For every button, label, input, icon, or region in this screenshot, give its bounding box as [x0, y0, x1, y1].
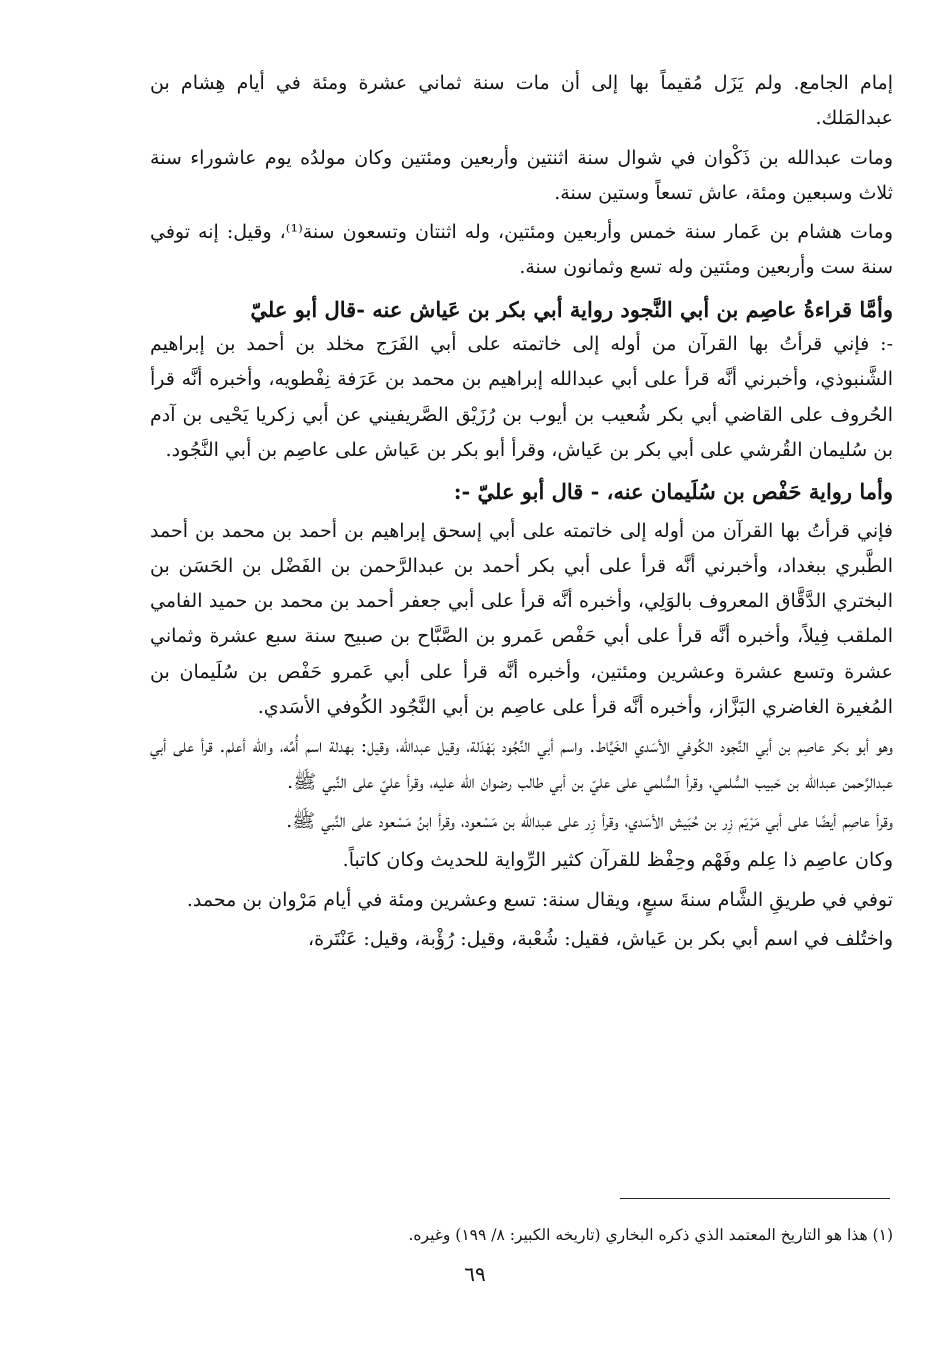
- paragraph-7: وقرأ عاصِم أيضًا على أبي مَرْيَم زِر بن حُبَيش الأسَدي، وقرأ زِر على عبدالله بن مَسْعود، وقرأ ابنُ مَسْعود على النَّبي ﷺ.: [286, 809, 893, 832]
- paragraph-5: فإني قرأتُ بها القرآن من أوله إلى خاتمته على أبي إسحق إبراهيم بن أحمد بن محمد بن أحمد الطَّبري ببغداد، وأخبرني أنَّه قرأ على أبي بكر أحمد بن عبدالرَّحمن بن الفَضْل بن الحَسَن بن البختري الدَّقَّاق المعروف بالوَلِي، وأخبره أنَّه قرأ على أبي جعفر أحمد بن محمد بن حميد الفامي الملقب فِيلاً، وأخبره أنَّه قرأ على أبي حَفْص عَمرو بن الصَّبَّاح بن صبيح سنة سبع عشرة وثماني عشرة وتسع عشرة وعشرين ومئتين، وأخبره أنَّه قرأ على أبي عَمرو حَفْص بن سُلَيمان بن المُغيرة الغاضري البَزَّاز، وأخبره أنَّه قرأ على عاصِم بن أبي النَّجُود الكُوفي الأسَدي.: [150, 519, 894, 719]
- footnote: (١) هذا هو التاريخ المعتمد الذي ذكره البخاري (تاريخه الكبير: ٨/ ١٩٩) وغيره.: [408, 1225, 893, 1244]
- paragraph-2: ومات عبدالله بن ذَكْوان في شوال سنة اثنتين وأربعين ومئتين وكان مولدُه يوم عاشوراء سنة ثلاث وسبعين ومئة، عاش تسعاً وستين سنة.: [150, 146, 893, 204]
- section-heading-abu-bakr: وأمَّا قراءةُ عاصِم بن أبي النَّجود رواية أبي بكر بن عَياش عنه -قال أبو عليّ: [250, 296, 893, 322]
- paragraph-4: -: فإني قرأتُ بها القرآن من أوله إلى خاتمته على أبي الفَرَج مخلد بن أحمد بن إبراهيم الشَّنبوذي، وأخبرني أنَّه قرأ على أبي عبدالله إبراهيم بن محمد بن عَرَفة نِفْطويه، وأخبره أنَّه قرأ الحُروف على القاضي أبي بكر شُعيب بن أيوب بن رُزَيْق الصَّريفيني عن أبي زكريا يَحْيى بن آدم بن سُليمان القُرشي على أبي بكر بن عَياش، وقرأ أبو بكر بن عَياش على عاصِم بن أبي النَّجُود.: [150, 333, 893, 461]
- main-text: [150, 66, 893, 957]
- section-heading-hafs: وأما رواية حَفْص بن سُلَيمان عنه، - قال أبو عليّ -:: [453, 479, 893, 505]
- paragraph-10: واختُلف في اسم أبي بكر بن عَياش، فقيل: شُعْبة، وقيل: رُؤْبة، وقيل: عَنْتَرة،: [308, 927, 893, 950]
- paragraph-1: إمام الجامع. ولم يَزَل مُقيماً بها إلى أن مات سنة ثماني عشرة ومئة في أيام هِشام بن عبدالمَلك.: [150, 72, 893, 130]
- page-number: ٦٩: [464, 1262, 486, 1286]
- paragraph-8: وكان عاصِم ذا عِلم وفَهْم وحِفْظ للقرآن كثير الرِّواية للحديث وكان كاتباً.: [342, 849, 893, 872]
- paragraph-9: توفي في طريقِ الشَّام سنةَ سبعٍ، ويقال سنة: تسع وعشرين ومئة في أيام مَرْوان بن محمد.: [186, 888, 893, 911]
- paragraph-3: ومات هشام بن عَمار سنة خمس وأربعين ومئتين، وله اثنتان وتسعون سنة⁽¹⁾، وقيل: إنه توفي سنة ست وأربعين ومئتين وله تسع وثمانون سنة.: [150, 221, 893, 279]
- footnote-divider: [620, 1198, 890, 1199]
- paragraph-6: وهو أبو بكر عاصِم بن أبي النَّجود الكُوفي الأسَدي الخَيَّاط. واسم أبي النَّجُود بَهْدَلة، وقيل عبدالله، وقيل: بهدلة اسم أُمِّه، والله أعلم. قرأ على أبي عبدالرَّحمن عبدالله بن حَبيب السُّلمي، وقرأ السُّلمي على عليّ بن أبي طالب رضوان الله عليه، وقرأ عليّ على النَّبي ﷺ.: [150, 735, 893, 793]
